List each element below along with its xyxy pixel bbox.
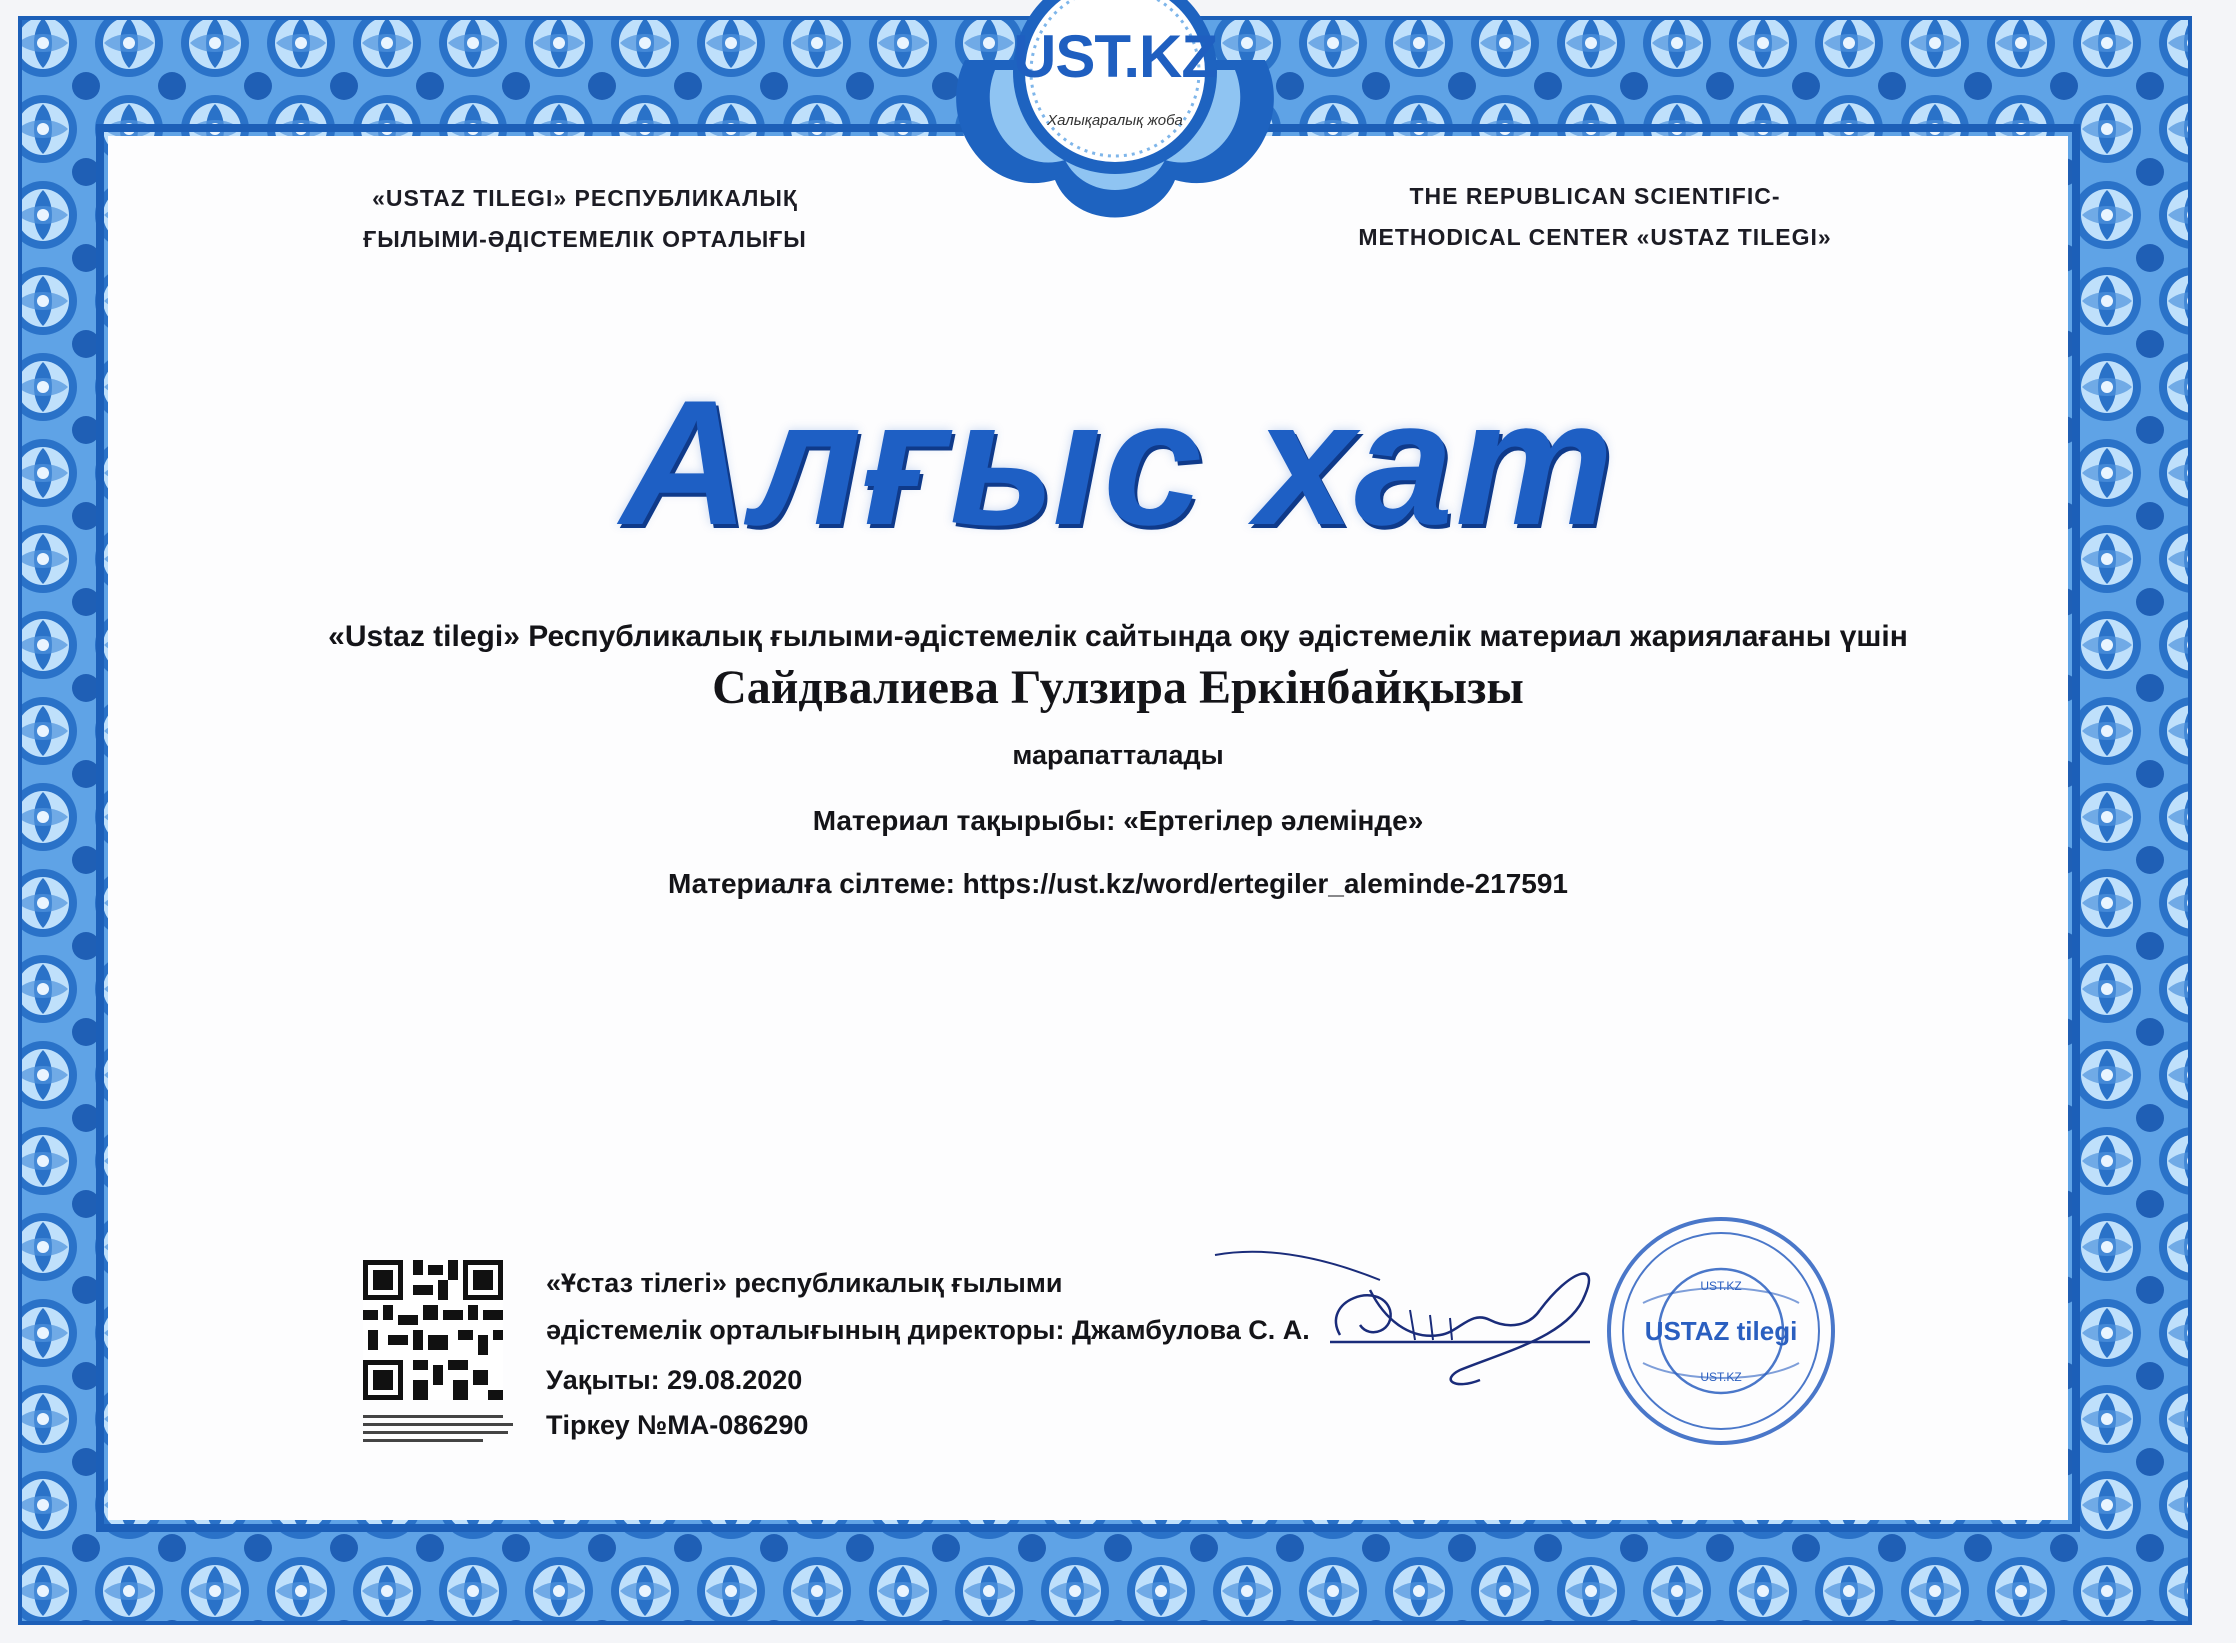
org-name-english [1355,176,1835,258]
org-right-line-1: THE REPUBLICAN SCIENTIFIC- [1409,183,1781,209]
footer-director-line: әдістемелік орталығының директоры: Джамбулова С. А. [546,1315,1310,1345]
seal-bottom-text: UST.KZ [1700,1370,1742,1384]
org-left-line-2: ҒЫЛЫМИ-ӘДІСТЕМЕЛІК ОРТАЛЫҒЫ [363,226,807,252]
seal-top-text: UST.KZ [1700,1279,1742,1293]
material-link: Материалға сілтеме: https://ust.kz/word/ertegiler_aleminde-217591 [668,868,1568,899]
signature [1210,1240,1610,1415]
registration-number: Тіркеу №МА-086290 [546,1410,809,1440]
org-left-line-1: «USTAZ TILEGI» РЕСПУБЛИКАЛЫҚ [372,185,798,211]
org-name-kazakh [355,178,815,260]
logo [925,0,1305,240]
awarded-text: марапатталады [1012,740,1224,770]
qr-code-icon [363,1260,503,1405]
award-reason: «Ustaz tilegi» Республикалық ғылыми-әдістемелік сайтында оқу әдістемелік материал жариялағаны үшін [328,620,1908,653]
certificate-title: Алғыс хат [620,363,1616,562]
logo-brand: UST.KZ [1013,23,1217,90]
seal-icon [1603,1213,1839,1449]
material-topic: Материал тақырыбы: «Ертегілер әлемінде» [812,805,1424,836]
footer-org-line: «Ұстаз тілегі» республикалық ғылыми [546,1268,1063,1298]
seal-stamp [1603,1213,1839,1454]
qr-caption-icon [363,1413,523,1446]
issue-date: Уақыты: 29.08.2020 [546,1365,803,1395]
org-right-line-2: METHODICAL CENTER «USTAZ TILEGI» [1358,224,1832,250]
logo-tagline: Халықаралық жоба [1047,112,1183,129]
recipient-name: Сайдвалиева Гулзира Еркінбайқызы [712,661,1524,714]
seal-center-text: USTAZ tilegi [1644,1316,1798,1346]
